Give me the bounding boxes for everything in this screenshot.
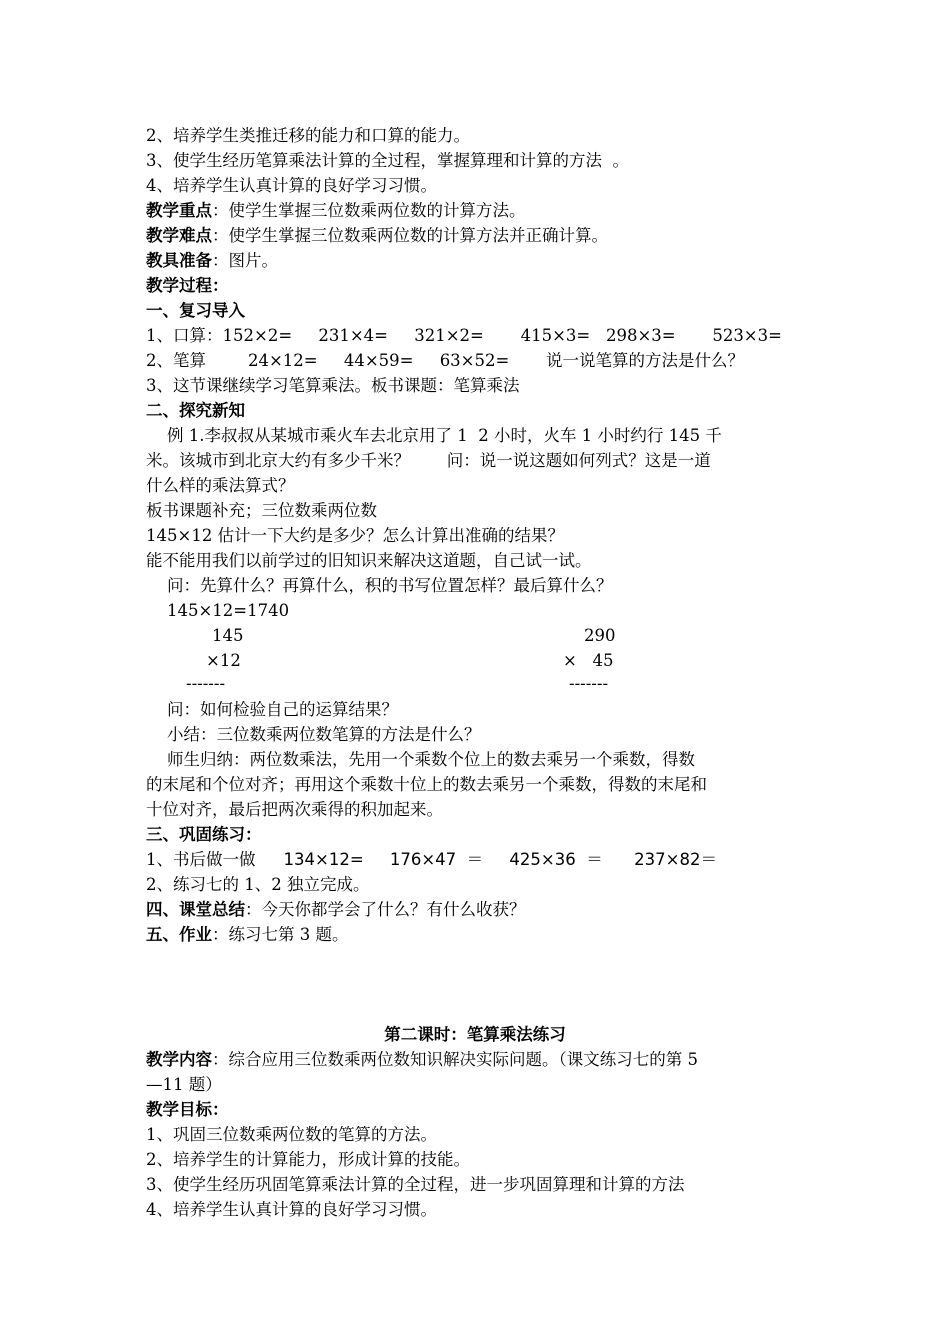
lesson-2-content-cont: —11 题） — [146, 1075, 222, 1094]
lesson-2-goals-heading: 教学目标： — [146, 1100, 229, 1119]
estimate-line: 145×12 估计一下大约是多少？怎么计算出准确的结果？ — [146, 526, 565, 545]
vertical-calc-2-rule: ------- — [569, 674, 609, 693]
vertical-calc-2-top: 290 — [584, 626, 616, 645]
conclusion-line-1: 师生归纳：两位数乘法，先用一个乘数个位上的数去乘另一个乘数，得数 — [146, 750, 695, 769]
section-1-title: 一、复习导入 — [146, 301, 245, 320]
lesson-2-content — [146, 1048, 698, 1072]
goal-3: 3、使学生经历笔算乘法计算的全过程，掌握算理和计算的方法 。 — [146, 151, 629, 170]
result-line: 145×12=1740 — [146, 601, 290, 620]
lesson-2-goal-2: 2、培养学生的计算能力，形成计算的技能。 — [146, 1150, 470, 1169]
example-line-2: 米。该城市到北京大约有多少千米？ 问：说一说这题如何列式？这是一道 — [146, 451, 711, 470]
goal-4: 4、培养学生认真计算的良好学习习惯。 — [146, 176, 437, 195]
board-supplement: 板书课题补充；三位数乘两位数 — [146, 501, 377, 520]
vertical-calc-2-multiplier: × 45 — [563, 651, 614, 670]
vertical-calc-1-rule: ------- — [186, 674, 226, 693]
teaching-tools — [146, 249, 278, 273]
teaching-key-point — [146, 199, 526, 223]
content-text: ：综合应用三位数乘两位数知识解决实际问题。（课文练习七的第 5 — [212, 1050, 698, 1069]
written-calc-line: 2、笔算 24×12= 44×59= 63×52= 说一说笔算的方法是什么？ — [146, 351, 745, 370]
practice-label: 1、书后做一做 — [146, 850, 256, 869]
teaching-difficulty — [146, 224, 608, 248]
lesson-2-goal-3: 3、使学生经历巩固笔算乘法计算的全过程，进一步巩固算理和计算的方法 — [146, 1175, 685, 1194]
intro-line: 3、这节课继续学习笔算乘法。板书课题：笔算乘法 — [146, 376, 520, 395]
tools-label: 教具准备 — [146, 251, 212, 270]
vertical-calc-1-multiplier: ×12 — [206, 651, 241, 670]
lesson-2-title: 第二课时：笔算乘法练习 — [384, 1025, 566, 1044]
try-line: 能不能用我们以前学过的旧知识来解决这道题，自己试一试。 — [146, 551, 592, 570]
difficulty-text: ：使学生掌握三位数乘两位数的计算方法并正确计算。 — [212, 226, 608, 245]
lesson-2-goal-4: 4、培养学生认真计算的良好学习习惯。 — [146, 1200, 437, 1219]
practice-exercises: 134×12= 176×47 ＝ 425×36 ＝ 237×82＝ — [283, 850, 717, 869]
key-text: ：使学生掌握三位数乘两位数的计算方法。 — [212, 201, 526, 220]
section-5-text: ：练习七第 3 题。 — [212, 925, 349, 944]
process-heading: 教学过程： — [146, 276, 229, 295]
example-line-1: 例 1.李叔叔从某城市乘火车去北京用了 1 2 小时，火车 1 小时约行 145 千 — [146, 426, 722, 445]
example-line-3: 什么样的乘法算式？ — [146, 476, 295, 495]
section-4 — [146, 898, 526, 922]
question-steps: 问：先算什么？再算什么，积的书写位置怎样？最后算什么？ — [146, 576, 613, 595]
practice-line-2: 2、练习七的 1、2 独立完成。 — [146, 875, 370, 894]
section-4-label: 四、课堂总结 — [146, 900, 245, 919]
difficulty-label: 教学难点 — [146, 226, 212, 245]
section-2-title: 二、探究新知 — [146, 401, 245, 420]
question-check: 问：如何检验自己的运算结果？ — [146, 700, 398, 719]
section-4-text: ：今天你都学会了什么？有什么收获？ — [245, 900, 526, 919]
practice-line-1 — [146, 848, 717, 872]
summary-question: 小结：三位数乘两位数笔算的方法是什么？ — [146, 725, 481, 744]
section-5 — [146, 923, 349, 947]
tools-text: ：图片。 — [212, 251, 278, 270]
lesson-2-goal-1: 1、巩固三位数乘两位数的笔算的方法。 — [146, 1125, 437, 1144]
section-3-title: 三、巩固练习： — [146, 825, 262, 844]
content-label: 教学内容 — [146, 1050, 212, 1069]
oral-calc-line: 1、口算：152×2= 231×4= 321×2= 415×3= 298×3= 523×3= — [146, 326, 782, 345]
conclusion-line-3: 十位对齐，最后把两次乘得的积加起来。 — [146, 800, 443, 819]
conclusion-line-2: 的末尾和个位对齐；再用这个乘数十位上的数去乘另一个乘数，得数的末尾和 — [146, 775, 707, 794]
goal-2: 2、培养学生类推迁移的能力和口算的能力。 — [146, 126, 470, 145]
vertical-calc-1-top: 145 — [212, 626, 244, 645]
key-label: 教学重点 — [146, 201, 212, 220]
section-5-label: 五、作业 — [146, 925, 212, 944]
